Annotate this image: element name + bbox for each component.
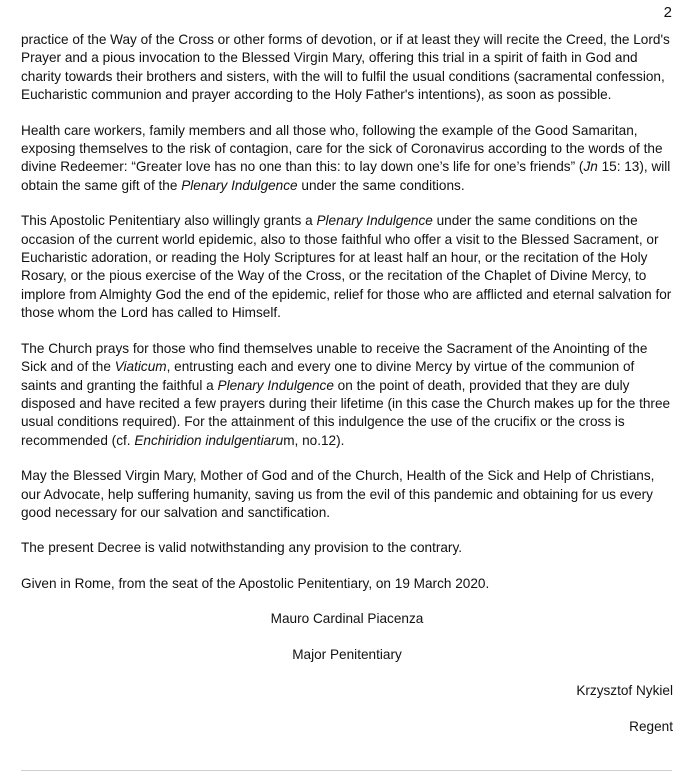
paragraph-health-care-workers — [21, 122, 673, 196]
viaticum-term: Viaticum — [114, 359, 167, 375]
footer-divider — [21, 770, 672, 771]
paragraph-prayer-conditions: practice of the Way of the Cross or other forms of devotion, or if at least they will recite the Creed, the Lord's Prayer and a pious invocation to the Blessed Virgin Mary, offering this trial in a spirit of faith in God and charity towards their brothers and sisters, with the will to fulfil the usual conditions (sacramental confession, Eucharistic communion and prayer according to the Holy Father's intentions), as soon as possible. — [21, 32, 670, 103]
paragraph-epidemic-grant — [21, 212, 673, 322]
signatory-title-1: Major Penitentiary — [292, 646, 402, 662]
signatory-name-1: Mauro Cardinal Piacenza — [270, 611, 424, 627]
text-run: This Apostolic Penitentiary also willingly grants a — [21, 213, 317, 229]
paragraph-decree-validity: The present Decree is valid notwithstanding any provision to the contrary. — [21, 540, 463, 556]
paragraph-church-prays — [21, 340, 673, 450]
text-run: , entrusting each and every one to divine Mercy by virtue of the communion of saints and granting the faithful a — [21, 359, 635, 393]
signatory-name-2: Krzysztof Nykiel — [576, 682, 673, 698]
paragraph-blessed-virgin: May the Blessed Virgin Mary, Mother of God and of the Church, Health of the Sick and Help of Christians, our Advocate, help suffering humanity, saving us from the evil of this pandemic and obtaining for us every good necessary for our salvation and sanctification. — [21, 468, 655, 520]
plenary-indulgence-term: Plenary Indulgence — [316, 213, 433, 229]
text-run: 15: 13), will obtain the same gift of the — [21, 159, 671, 193]
enchiridion-term: Enchiridion indulgentiaru — [134, 432, 284, 448]
text-run: Health care workers, family members and all those who, following the example of the Good Samaritan, exposing themselves to the risk of contagion, care for the sick of Coronavirus according to the words of the divine Redeemer: “Greater love has no one than this: to lay down one’s life for one’s friends” ( — [21, 122, 663, 175]
text-run: m, no.12). — [283, 432, 345, 448]
plenary-indulgence-term: Plenary Indulgence — [217, 377, 334, 393]
text-run: on the point of death, provided that they are duly disposed and have recited a few prayers during their lifetime (in this case the Church makes up for the three usual conditions required). For the attainment of this indulgence the use of the crucifix or the cross is recommended (cf. — [21, 377, 671, 448]
document-body — [21, 31, 673, 754]
plenary-indulgence-term: Plenary Indulgence — [181, 177, 298, 193]
citation-book: Jn — [583, 159, 598, 175]
text-run: The Church prays for those who find themselves unable to receive the Sacrament of the Anointing of the Sick and of the — [21, 340, 648, 375]
paragraph-given-in-rome: Given in Rome, from the seat of the Apostolic Penitentiary, on 19 March 2020. — [21, 575, 490, 591]
text-run: under the same conditions on the occasion of the current world epidemic, also to those faithful who offer a visit to the Blessed Sacrament, or Eucharistic adoration, or reading the Holy Scriptures for at least half an hour, or the recitation of the Holy Rosary, or the pious exercise of the Way of the Cross, or the recitation of the Chaplet of Divine Mercy, to implore from Almighty God the end of the epidemic, relief for those who are afflicted and eternal salvation for those whom the Lord has called to Himself. — [21, 213, 672, 321]
text-run: under the same conditions. — [297, 177, 465, 193]
signatory-title-2: Regent — [629, 719, 673, 735]
page-number: 2 — [663, 4, 672, 21]
